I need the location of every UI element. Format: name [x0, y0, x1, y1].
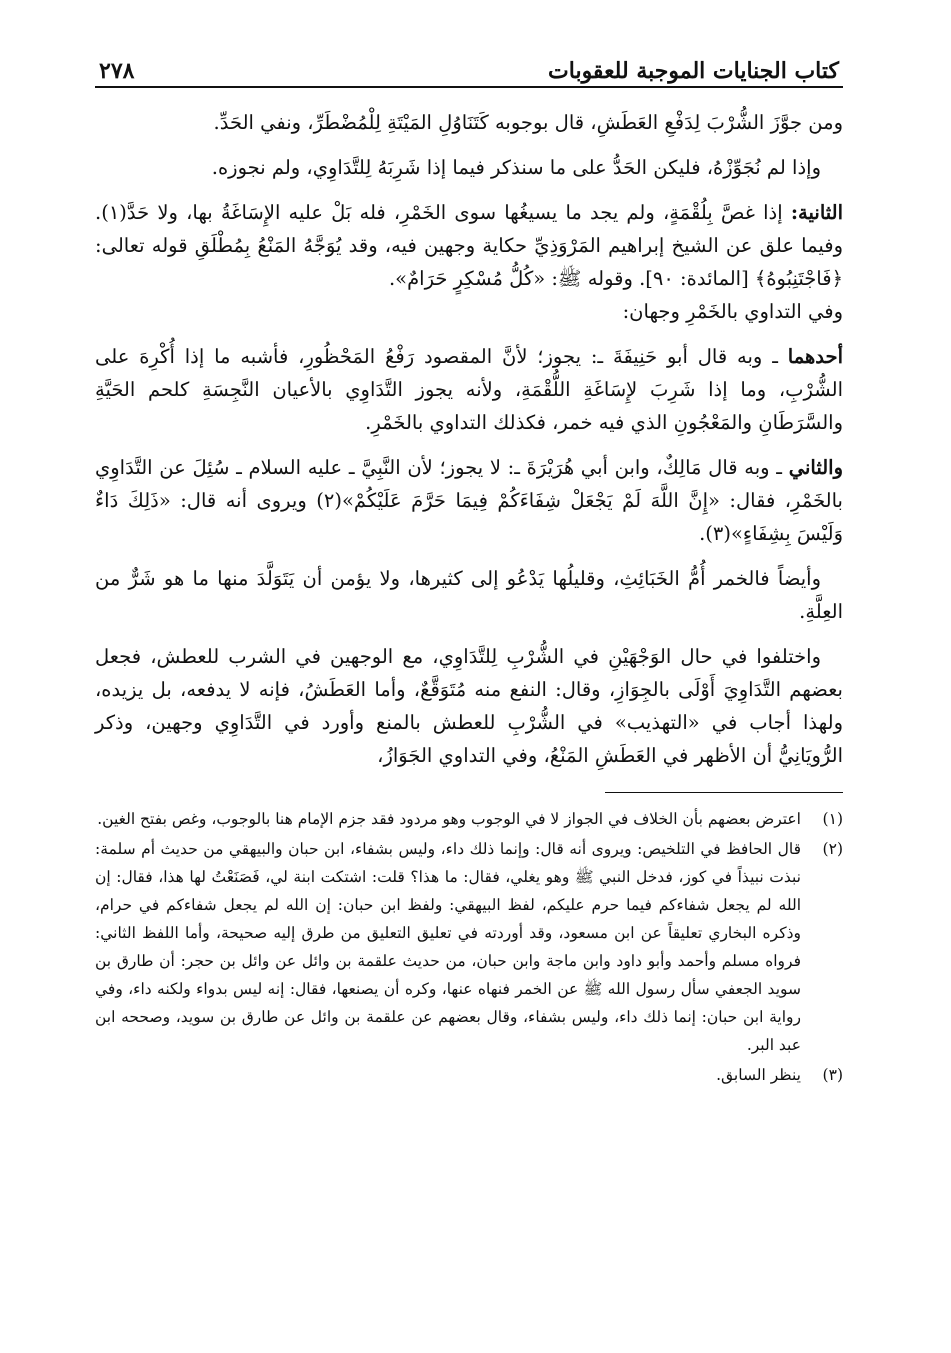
paragraph-2: وإذا لم نُجَوِّزْهُ، فليكن الحَدُّ على ما سنذكر فيما إذا شَرِبَهُ لِلتَّدَاوِي، ولم نجوزه.	[211, 156, 821, 179]
paragraph-3-text: إذا غصَّ بِلُقْمَةٍ، ولم يجد ما يسيغُها سوى الخَمْرِ، فله بَلْ عليه الإِسَاغَةُ بها، ولا حَدَّ(١). وفيما علق عن الشيخ إبراهيم المَرْوَذِيِّ حكاية وجهين فيه، وقد يُوَجَّهُ المَنْعُ بِمُطْلَقِ قوله تعالى: ﴿فَاجْتَنِبُوهُ﴾ [المائدة: ٩٠]. وقوله ﷺ: «كُلُّ مُسْكِرٍ حَرَامٌ».	[95, 201, 843, 290]
footnote-rule	[605, 792, 843, 793]
paragraph-5-lead: والثاني	[788, 456, 844, 479]
paragraph-3-lead: الثانية:	[790, 201, 844, 224]
footnote-3	[95, 1061, 843, 1089]
footnote-number: (٢)	[822, 840, 843, 858]
paragraph-4-lead: أحدهما	[787, 345, 843, 368]
paragraph-5-text: ـ وبه قال مَالِكٌ، وابن أبي هُرَيْرَةَ ـ: لا يجوز؛ لأن النَّبِيَّ ـ عليه السلام ـ سُئِلَ عن التَّدَاوِي بالخَمْرِ، فقال: «إِنَّ اللَّهَ لَمْ يَجْعَلْ شِفَاءَكُمْ فِيمَا حَرَّمَ عَلَيْكُمْ»(٢) ويروى أنه قال: «ذَلِكَ دَاءٌ وَلَيْسَ بِشِفَاءٍ»(٣).	[95, 456, 843, 545]
paragraph-7: واختلفوا في حال الوَجْهَيْنِ في الشُّرْبِ لِلتَّدَاوِي، مع الوجهين في الشرب للعطش، فجعل بعضهم التَّدَاوِيَ أَوْلَى بالجِوَازِ، وقال: النفع منه مُتَوَقَّعٌ، وأما العَطَشُ، فإنه لا يدفعه، بل يزيده، ولهذا أجاب في «التهذيب» في الشُّرْبِ للعطش بالمنع وأورد في التَّدَاوِي وجهين، وذكر الرُّويَانِيُّ أن الأظهر في العَطَشِ المَنْعُ، وفي التداوي الجَوَازُ،	[95, 645, 843, 767]
footnotes	[95, 805, 843, 1089]
page-number: ٢٧٨	[99, 58, 135, 84]
paragraph-3	[95, 196, 843, 328]
paragraph-5	[95, 451, 843, 550]
paragraph-4-text: ـ وبه قال أبو حَنِيفَةَ ـ: يجوز؛ لأنَّ المقصود رَفْعُ المَحْظُورِ، فأشبه ما إذا أُكْرِهَ على الشُّرْبِ، وما إذا شَرِبَ لإِسَاغَةِ اللُّقْمَةِ، ولأنه يجوز التَّدَاوِي بالأعيان النَّجِسَةِ كلحم الحَيَّةِ والسَّرَطَانِ والمَعْجُونِ الذي فيه خمر، فكذلك التداوي بالخَمْرِ.	[95, 345, 843, 434]
page-header	[95, 42, 843, 84]
paragraph-3-tail: وفي التداوي بالخَمْرِ وجهان:	[622, 300, 843, 323]
footnote-number: (١)	[822, 810, 843, 828]
footnote-2	[95, 835, 843, 1059]
footnote-text: اعترض بعضهم بأن الخلاف في الجواز لا في الوجوب وهو مردود فقد جزم الإمام هنا بالوجوب، وغص بفتح الغين.	[97, 810, 801, 828]
book-page	[95, 42, 843, 1302]
footnote-text: قال الحافظ في التلخيص: ويروى أنه قال: وإنما ذلك داء، وليس بشفاء، ابن حبان والبيهقي من حديث أم سلمة: نبذت نبيذاً في كوز، فدخل النبي ﷺ وهو يغلي، فقال: ما هذا؟ قلت: اشتكت ابنة لي، فَصَنَعْتُ لها هذا، فقال: إن الله لم يجعل شفاءكم فيما حرم عليكم، لفظ البيهقي: ولفظ ابن حبان: إن الله لم يجعل شفاءكم في حرام، وذكره البخاري تعليقاً عن ابن مسعود، وقد أوردته في تعليق التعليق من طرق إليه صحيحة، وأما اللفظ الثاني: فرواه مسلم وأحمد وأبو داود وابن ماجة وابن حبان، من حديث علقمة بن وائل عن وائل بن حجر: أن طارق بن سويد الجعفي سأل رسول الله ﷺ عن الخمر فنهاه عنها، وكره أن يصنعها، فقال: إنه ليس بدواء ولكنه داء، وفي رواية ابن حبان: إنما ذلك داء، وليس بشفاء، وقال بعضهم عن علقمة بن وائل عن طارق بن سويد، وصححه ابن عبد البر.	[95, 840, 801, 1054]
paragraph-6: وأيضاً فالخمر أُمُّ الخَبَائِثِ، وقليلُها يَدْعُو إلى كثيرها، ولا يؤمن أن يَتَوَلَّدَ منها ما هو شَرٌّ من العِلَّةِ.	[95, 567, 843, 623]
main-text	[95, 106, 843, 772]
footnote-number: (٣)	[822, 1066, 843, 1084]
running-title: كتاب الجنايات الموجبة للعقوبات	[548, 58, 839, 84]
footnote-1	[95, 805, 843, 833]
footnote-text: ينظر السابق.	[716, 1066, 801, 1084]
header-rule	[95, 86, 843, 88]
paragraph-1: ومن جوَّزَ الشُّرْبَ لِدَفْعِ العَطَشِ، قال بوجوبه كَتَنَاوُلِ المَيْتَةِ لِلْمُضْطَرِّ، ونفي الحَدِّ.	[213, 111, 843, 134]
paragraph-4	[95, 340, 843, 439]
